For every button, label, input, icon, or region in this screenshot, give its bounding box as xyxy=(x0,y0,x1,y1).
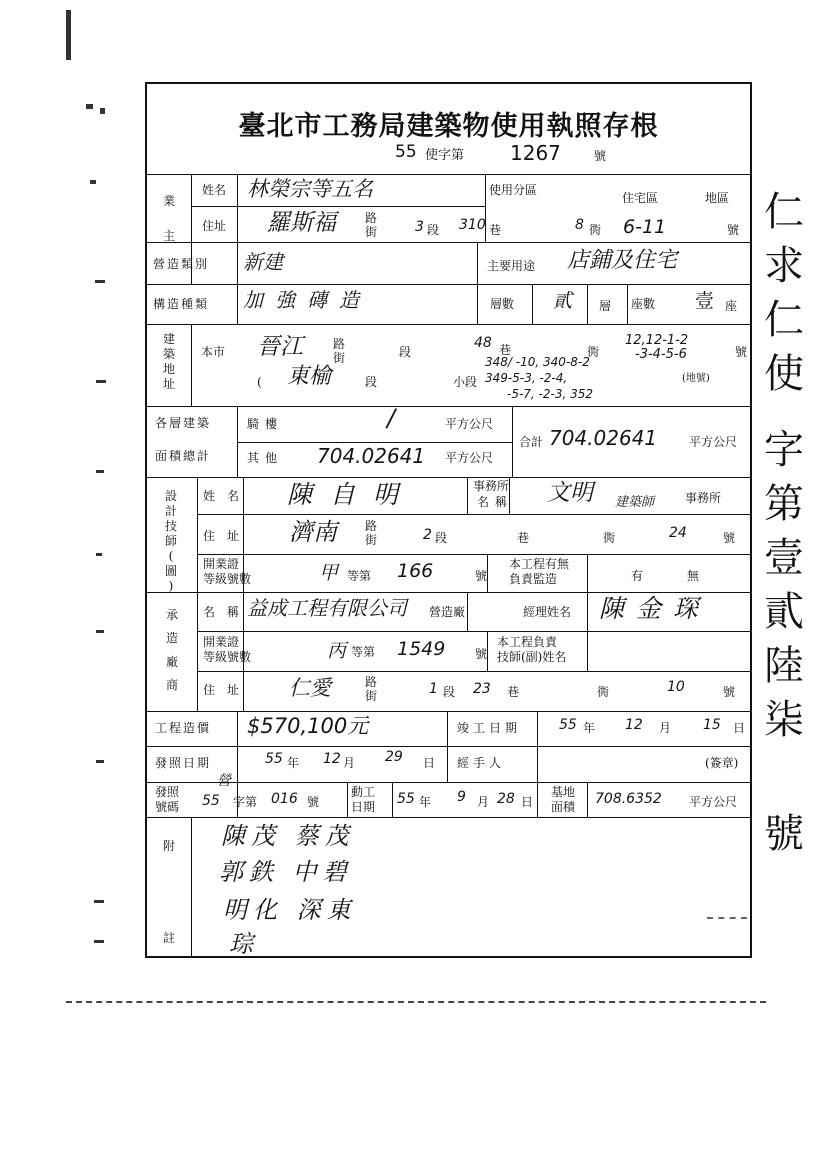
start-label-1: 動工 xyxy=(351,785,376,799)
contractor-addr-label: 住 址 xyxy=(203,683,240,697)
scan-speck xyxy=(100,108,105,114)
remarks-dash xyxy=(707,917,747,919)
paren-open: ( xyxy=(257,375,262,389)
small-section-sec-label: 段 xyxy=(365,375,378,389)
owner-section-value: 3 xyxy=(415,219,424,235)
main-use-value: 店鋪及住宅 xyxy=(567,248,678,273)
alley-label: 衖 xyxy=(589,223,602,237)
permit-stub-form xyxy=(145,82,752,958)
designer-lane-label: 巷 xyxy=(517,531,530,545)
scan-speck xyxy=(95,280,105,283)
lots-line-1: 348/ -10, 340-8-2 xyxy=(485,355,590,369)
supervise-label-1: 本工程有無 xyxy=(509,557,570,571)
site-number-label: 號 xyxy=(735,345,748,359)
contractor-number-label: 號 xyxy=(723,685,736,699)
designer-label: 設 計 技 師 ( 圖 ) xyxy=(164,489,177,593)
completion-day-label: 日 xyxy=(733,721,746,735)
issue-day-label: 日 xyxy=(423,756,436,770)
remarks-line-4: 琮 xyxy=(229,930,253,958)
issue-day: 29 xyxy=(385,749,403,765)
supervise-label-2: 負責監造 xyxy=(509,572,558,586)
cost-label: 工程造價 xyxy=(155,721,212,735)
site-lane-label: 巷 xyxy=(499,343,512,357)
owner-road-value: 羅斯福 xyxy=(267,210,336,236)
lots-line-3: -5-7, -2-3, 352 xyxy=(507,387,594,401)
permit-number-suffix: 號 xyxy=(594,149,607,163)
license-label-1: 開業證 xyxy=(203,557,240,571)
designer-road-value: 濟南 xyxy=(289,518,337,546)
side-char: 使 xyxy=(764,351,804,397)
number-label: 號 xyxy=(727,223,740,237)
tech-label-2: 技師(副)姓名 xyxy=(497,650,567,664)
start-day: 28 xyxy=(497,791,515,807)
permit-no-value: 016 xyxy=(271,791,298,807)
site-number-value: 12,12-1-2 xyxy=(625,333,689,348)
designer-alley-label: 衖 xyxy=(603,531,616,545)
site-label: 建 築 地 址 xyxy=(162,332,175,391)
site-street-label: 街 xyxy=(333,351,346,365)
total-label: 合計 xyxy=(519,435,544,449)
usage-zone-label: 使用分區 xyxy=(489,183,538,197)
office-label-2: 名稱 xyxy=(477,495,514,509)
base-area-unit: 平方公尺 xyxy=(689,795,738,809)
site-road-label: 路 xyxy=(333,337,346,351)
scan-speck xyxy=(96,553,102,556)
contractor-road-value: 仁愛 xyxy=(289,676,331,700)
other-label: 其他 xyxy=(247,451,284,465)
owner-number-value: 6-11 xyxy=(623,216,667,238)
completion-label: 竣工日期 xyxy=(457,721,522,735)
issue-month-label: 月 xyxy=(343,756,356,770)
side-char: 仁 xyxy=(764,189,804,235)
issue-year-label: 年 xyxy=(287,756,300,770)
site-section-label: 段 xyxy=(399,345,412,359)
contractor-lane-label: 巷 xyxy=(507,685,520,699)
floors-label: 層數 xyxy=(490,297,515,311)
scan-speck xyxy=(96,470,104,473)
designer-license-suffix: 號 xyxy=(475,569,488,583)
office-suffix: 事務所 xyxy=(685,491,722,505)
section-label: 段 xyxy=(427,223,440,237)
designer-number-value: 24 xyxy=(669,525,687,541)
site-alley-label: 衖 xyxy=(587,345,600,359)
contractor-section-value: 1 xyxy=(429,681,438,697)
base-label-1: 基地 xyxy=(551,785,576,799)
lane-label: 巷 xyxy=(489,223,502,237)
struct-type-value: 加強磚造 xyxy=(243,288,371,312)
permit-year-prefix: 55 xyxy=(395,142,417,162)
side-char: 字 xyxy=(764,427,804,473)
permit-word-value: 營 xyxy=(217,773,231,789)
floor-area-label-1: 各層建築 xyxy=(155,416,212,430)
start-year-label: 年 xyxy=(419,795,432,809)
scan-speck xyxy=(96,630,104,633)
side-char: 仁 xyxy=(764,297,804,343)
completion-year: 55 xyxy=(559,717,577,733)
license-label-2: 等級號數 xyxy=(203,572,252,586)
arcade-label: 騎樓 xyxy=(247,417,284,431)
street-label: 街 xyxy=(365,225,378,239)
district-label: 地區 xyxy=(705,191,730,205)
designer-street-label: 街 xyxy=(365,533,378,547)
completion-year-label: 年 xyxy=(583,721,596,735)
scan-speck xyxy=(94,900,104,903)
form-title: 臺北市工務局建築物使用執照存根 xyxy=(238,111,659,142)
floor-area-label-2: 面積總計 xyxy=(155,449,212,463)
handler-label: 經手人 xyxy=(457,756,506,770)
designer-number-label: 號 xyxy=(723,531,736,545)
seal-label: (簽章) xyxy=(705,756,739,770)
blocks-label: 座數 xyxy=(631,297,656,311)
designer-name-label: 姓 名 xyxy=(203,489,240,503)
owner-lane-value: 310 xyxy=(459,217,486,233)
start-month: 9 xyxy=(457,789,466,805)
cost-value: $570,100元 xyxy=(247,714,369,738)
contractor-road-label: 路 xyxy=(365,675,378,689)
issue-date-label: 發照日期 xyxy=(155,756,212,770)
contractor-street-label: 街 xyxy=(365,689,378,703)
completion-day: 15 xyxy=(703,717,721,733)
remarks-line-2: 郭鉄 中碧 xyxy=(219,858,353,886)
permit-year-value: 55 xyxy=(202,793,220,809)
designer-road-label: 路 xyxy=(365,519,378,533)
start-day-label: 日 xyxy=(521,795,534,809)
permit-number: 1267 xyxy=(510,141,561,165)
site-road-value: 晉江 xyxy=(257,334,303,360)
side-char: 壹 xyxy=(764,535,804,581)
permit-mid-label: 字第 xyxy=(233,795,258,809)
manager-label: 經理姓名 xyxy=(523,605,572,619)
start-label-2: 日期 xyxy=(351,800,376,814)
permit-no-suffix: 號 xyxy=(307,795,320,809)
owner-name-label: 姓名 xyxy=(202,183,227,197)
site-number-value-2: -3-4-5-6 xyxy=(635,347,687,362)
scan-speck xyxy=(90,180,96,184)
permit-label-2: 號碼 xyxy=(155,800,180,814)
lots-line-2: 349-5-3, -2-4, xyxy=(485,371,568,385)
contractor-section-label: 段 xyxy=(443,685,456,699)
dashed-rule xyxy=(66,1001,766,1003)
supervise-has: 有 xyxy=(631,569,644,583)
side-char: 第 xyxy=(764,481,804,527)
designer-license-value: 166 xyxy=(397,560,434,582)
remarks-line-1: 陳茂 蔡茂 xyxy=(221,822,355,850)
scan-speck xyxy=(94,940,104,943)
zone-value: 住宅區 xyxy=(622,191,659,205)
contractor-license-label-1: 開業證 xyxy=(203,635,240,649)
base-area-value: 708.6352 xyxy=(595,791,662,807)
contractor-license-suffix: 號 xyxy=(475,647,488,661)
floor-unit-label: 層 xyxy=(599,299,612,313)
arcade-unit: 平方公尺 xyxy=(445,417,494,431)
office-label-1: 事務所 xyxy=(473,479,510,493)
side-char: 號 xyxy=(764,811,804,857)
owner-name-value: 林榮宗等五名 xyxy=(247,177,373,201)
office-kind-value: 建築師 xyxy=(615,495,655,510)
main-use-label: 主要用途 xyxy=(487,259,536,273)
company-name-value: 益成工程有限公司 xyxy=(247,596,407,620)
side-char: 柒 xyxy=(764,697,804,743)
designer-section-value: 2 xyxy=(423,527,432,543)
small-section-name: 東榆 xyxy=(287,364,332,389)
road-label: 路 xyxy=(365,211,378,225)
contractor-number-value: 10 xyxy=(667,679,685,695)
scan-speck xyxy=(66,10,71,60)
other-unit: 平方公尺 xyxy=(445,451,494,465)
remarks-label-bottom: 註 xyxy=(163,931,176,945)
remarks-label-top: 附 xyxy=(163,839,176,853)
small-section-label: 小段 xyxy=(453,375,478,389)
contractor-license-value: 1549 xyxy=(397,638,446,660)
completion-month-label: 月 xyxy=(659,721,672,735)
manager-name-value: 陳金琛 xyxy=(599,594,711,623)
start-year: 55 xyxy=(397,791,415,807)
site-lane-value: 48 xyxy=(474,335,492,351)
owner-address-label: 住址 xyxy=(202,219,227,233)
this-city-label: 本市 xyxy=(201,345,226,359)
total-unit: 平方公尺 xyxy=(689,435,738,449)
contractor-lane-value: 23 xyxy=(473,681,491,697)
contractor-alley-label: 衖 xyxy=(597,685,610,699)
office-name-value: 文明 xyxy=(547,480,593,506)
struct-type-label: 構造種類 xyxy=(153,297,210,311)
tech-label-1: 本工程負責 xyxy=(497,635,558,649)
factory-label: 營造廠 xyxy=(429,605,466,619)
start-month-label: 月 xyxy=(477,795,490,809)
scan-speck xyxy=(96,380,106,383)
floors-value: 貳 xyxy=(553,290,573,312)
total-value: 704.02641 xyxy=(549,426,658,450)
designer-name-value: 陳自明 xyxy=(287,480,417,509)
side-char: 陸 xyxy=(764,643,804,689)
build-type-value: 新建 xyxy=(243,250,283,274)
owner-alley-value: 8 xyxy=(575,217,584,233)
side-char: 貳 xyxy=(764,589,804,635)
permit-number-word: 使字第 xyxy=(425,148,465,163)
issue-year: 55 xyxy=(265,751,283,767)
side-char: 求 xyxy=(764,243,804,289)
designer-grade-value: 甲 xyxy=(319,562,339,584)
permit-label-1: 發照 xyxy=(155,785,180,799)
supervise-none: 無 xyxy=(687,569,700,583)
build-type-label: 營造類別 xyxy=(153,257,210,271)
contractor-grade-value: 丙 xyxy=(327,640,347,662)
arcade-value: / xyxy=(387,404,396,432)
contractor-label: 承 造 廠 商 xyxy=(165,608,178,693)
designer-addr-label: 住 址 xyxy=(203,529,240,543)
lots-suffix: (地號) xyxy=(682,373,710,384)
scan-speck xyxy=(86,104,93,109)
blocks-value: 壹 xyxy=(695,290,715,312)
scan-speck xyxy=(96,760,104,763)
side-handwritten-note xyxy=(764,185,804,861)
contractor-license-label-2: 等級號數 xyxy=(203,650,252,664)
issue-month: 12 xyxy=(323,751,341,767)
other-value: 704.02641 xyxy=(317,444,426,468)
completion-month: 12 xyxy=(625,717,643,733)
contractor-grade-label: 等第 xyxy=(351,645,376,659)
remarks-line-3: 明化 深東 xyxy=(223,896,357,924)
company-label: 名 稱 xyxy=(203,605,240,619)
designer-section-label: 段 xyxy=(435,531,448,545)
designer-grade-label: 等第 xyxy=(347,569,372,583)
block-unit-label: 座 xyxy=(725,299,738,313)
owner-label: 業 主 xyxy=(162,194,175,243)
base-label-2: 面積 xyxy=(551,800,576,814)
